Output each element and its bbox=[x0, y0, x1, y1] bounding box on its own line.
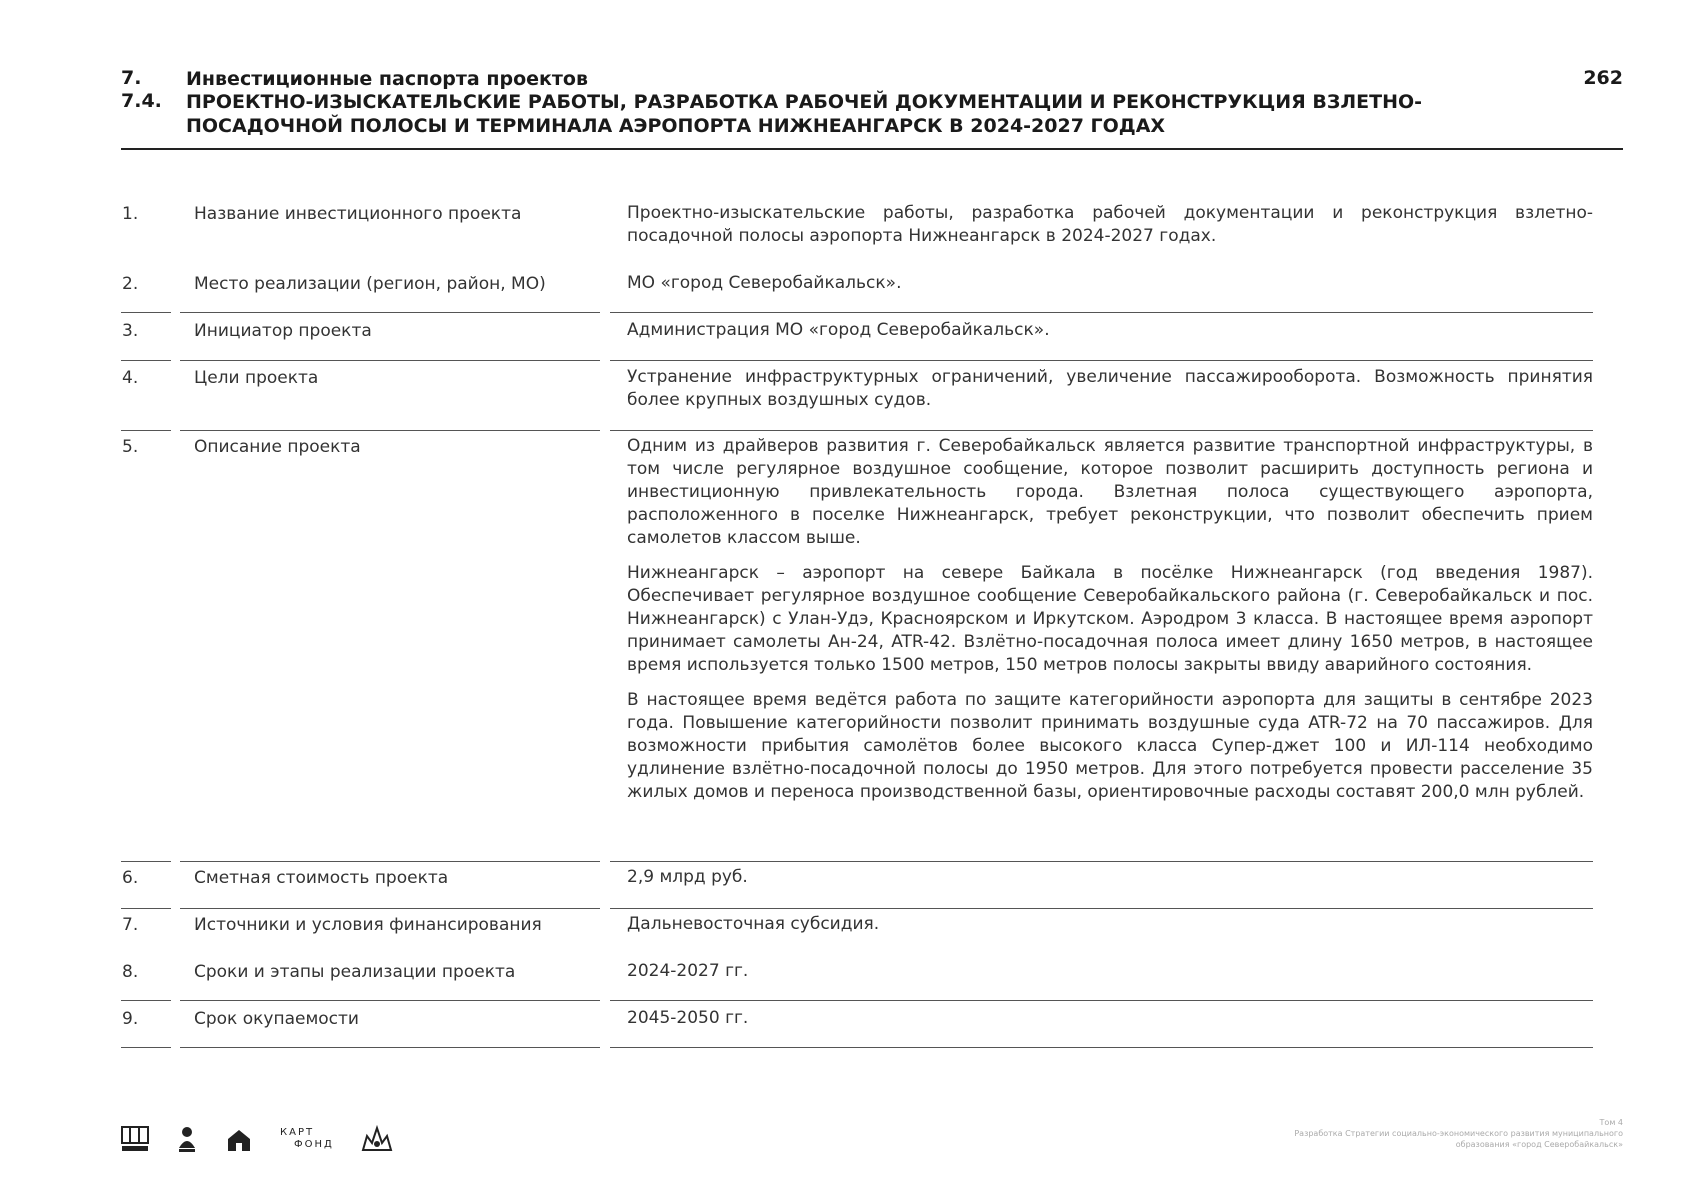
row-label: Место реализации (регион, район, МО) bbox=[194, 274, 546, 294]
row-divider bbox=[610, 1000, 1593, 1001]
row-divider bbox=[610, 360, 1593, 361]
row-divider bbox=[180, 908, 600, 909]
row-divider bbox=[180, 861, 600, 862]
row-number: 8. bbox=[122, 962, 139, 982]
row-divider bbox=[121, 908, 171, 909]
header-divider bbox=[121, 148, 1623, 150]
row-divider bbox=[610, 861, 1593, 862]
oom-logo-icon bbox=[120, 1124, 150, 1154]
row-value bbox=[627, 913, 1593, 948]
row-value bbox=[627, 272, 1593, 307]
row-divider bbox=[180, 360, 600, 361]
section-number: 7. bbox=[121, 67, 142, 89]
row-divider bbox=[121, 430, 171, 431]
row-value-text: 2,9 млрд руб. bbox=[627, 867, 748, 887]
karta-fond-logo bbox=[280, 1127, 334, 1151]
row-value bbox=[627, 319, 1593, 354]
row-divider bbox=[121, 360, 171, 361]
row-value bbox=[627, 435, 1593, 816]
house-logo-icon bbox=[224, 1124, 254, 1154]
row-value-paragraph: Нижнеангарск – аэропорт на севере Байкала в посёлке Нижнеангарск (год введения 1987). Обеспечивает регулярное воздушное сообщение Северобайкальского района (г. Северобайкальск и пос. Нижнеангарск) с Улан-Удэ, Красноярском и Иркутском. Аэродром 3 класса. В настоящее время аэропорт принимает самолеты Ан-24, ATR-42. Взлётно-посадочная полоса имеет длину 1650 метров, в настоящее время используется только 1500 метров, 150 метров полосы закрыты ввиду аварийного состояния. bbox=[627, 563, 1593, 675]
drop-logo-icon bbox=[176, 1124, 198, 1154]
row-number: 9. bbox=[122, 1009, 139, 1029]
footer-caption-line: Разработка Стратегии социально-экономического развития муниципального bbox=[1294, 1129, 1623, 1138]
row-label: Цели проекта bbox=[194, 368, 319, 388]
subsection-number: 7.4. bbox=[121, 90, 162, 112]
subsection-title-line1: ПРОЕКТНО-ИЗЫСКАТЕЛЬСКИЕ РАБОТЫ, РАЗРАБОТКА РАБОЧЕЙ ДОКУМЕНТАЦИИ И РЕКОНСТРУКЦИЯ ВЗЛЕТНО- bbox=[186, 91, 1423, 113]
row-divider bbox=[180, 430, 600, 431]
row-value bbox=[627, 1007, 1593, 1042]
row-value-text: МО «город Северобайкальск». bbox=[627, 273, 902, 293]
row-divider bbox=[610, 430, 1593, 431]
row-value-text: 2024-2027 гг. bbox=[627, 961, 749, 981]
row-label: Сроки и этапы реализации проекта bbox=[194, 962, 516, 982]
crown-logo-icon bbox=[360, 1124, 394, 1154]
row-divider bbox=[121, 312, 171, 313]
footer-caption-line: образования «город Северобайкальск» bbox=[1455, 1140, 1623, 1149]
section-title: Инвестиционные паспорта проектов bbox=[186, 68, 589, 90]
row-value bbox=[627, 866, 1593, 901]
row-number: 6. bbox=[122, 868, 139, 888]
row-number: 1. bbox=[122, 204, 139, 224]
row-divider bbox=[121, 1047, 171, 1048]
row-divider bbox=[121, 861, 171, 862]
row-label: Название инвестиционного проекта bbox=[194, 204, 522, 224]
row-label: Источники и условия финансирования bbox=[194, 915, 542, 935]
page-number: 262 bbox=[1583, 67, 1623, 89]
row-divider bbox=[121, 1000, 171, 1001]
row-number: 5. bbox=[122, 437, 139, 457]
row-value bbox=[627, 960, 1593, 995]
row-value-text: Устранение инфраструктурных ограничений, увеличение пассажирооборота. Возможность принятия более крупных воздушных судов. bbox=[627, 367, 1593, 410]
row-value-paragraph: Одним из драйверов развития г. Северобайкальск является развитие транспортной инфраструктуры, в том числе регулярное воздушное сообщение, которое позволит расширить доступность региона и инвестиционную привлекательность города. Взлетная полоса существующего аэропорта, расположенного в поселке Нижнеангарск, требует реконструкции, что позволит обеспечить прием самолетов классом выше. bbox=[627, 436, 1593, 548]
row-label: Срок окупаемости bbox=[194, 1009, 359, 1029]
row-value-text: Дальневосточная субсидия. bbox=[627, 914, 880, 934]
row-divider bbox=[610, 1047, 1593, 1048]
row-divider bbox=[610, 312, 1593, 313]
row-divider bbox=[610, 908, 1593, 909]
row-number: 7. bbox=[122, 915, 139, 935]
row-label: Сметная стоимость проекта bbox=[194, 868, 449, 888]
karta-fond-line2: ФОНД bbox=[294, 1139, 334, 1150]
row-number: 3. bbox=[122, 321, 139, 341]
row-number: 4. bbox=[122, 368, 139, 388]
footer-logos bbox=[120, 1120, 394, 1158]
row-label: Описание проекта bbox=[194, 437, 361, 457]
row-value-text: 2045-2050 гг. bbox=[627, 1008, 749, 1028]
row-divider bbox=[180, 1047, 600, 1048]
row-value-paragraph: В настоящее время ведётся работа по защите категорийности аэропорта для защиты в сентябре 2023 года. Повышение категорийности позволит принимать воздушные суда ATR-72 на 70 пассажиров. Для возможности прибытия самолётов более высокого класса Супер-джет 100 и ИЛ-114 необходимо удлинение взлётно-посадочной полосы до 1950 метров. Для этого потребуется провести расселение 35 жилых домов и переноса производственной базы, ориентировочные расходы составят 200,0 млн рублей. bbox=[627, 690, 1593, 802]
footer-caption bbox=[1223, 1117, 1623, 1150]
row-value-text: Администрация МО «город Северобайкальск». bbox=[627, 320, 1050, 340]
row-label: Инициатор проекта bbox=[194, 321, 372, 341]
row-value bbox=[627, 202, 1593, 260]
row-value bbox=[627, 366, 1593, 424]
row-number: 2. bbox=[122, 274, 139, 294]
karta-fond-line1: КАРТ bbox=[280, 1127, 315, 1138]
row-divider bbox=[180, 1000, 600, 1001]
subsection-title-line2: ПОСАДОЧНОЙ ПОЛОСЫ И ТЕРМИНАЛА АЭРОПОРТА НИЖНЕАНГАРСК В 2024-2027 ГОДАХ bbox=[186, 115, 1166, 137]
row-divider bbox=[180, 312, 600, 313]
row-value-text: Проектно-изыскательские работы, разработка рабочей документации и реконструкция взлетно-посадочной полосы аэропорта Нижнеангарск в 2024-2027 годах. bbox=[627, 203, 1593, 246]
footer-caption-line: Том 4 bbox=[1599, 1118, 1623, 1127]
